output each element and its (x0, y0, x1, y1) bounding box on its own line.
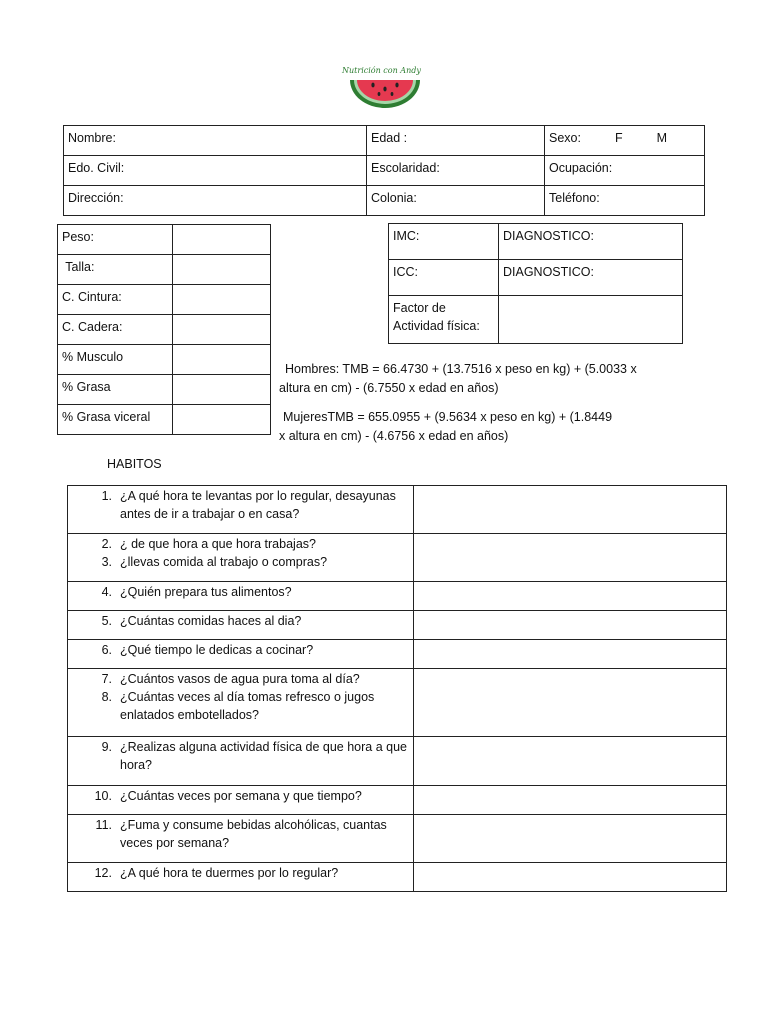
escolaridad-field[interactable]: Escolaridad: (367, 156, 545, 186)
question-cell: 6. ¿Qué tiempo le dedicas a cocinar? (68, 640, 414, 669)
answer-cell[interactable] (414, 582, 727, 611)
formula-hombres: Hombres: TMB = 66.4730 + (13.7516 x peso en kg) + (5.0033 x altura en cm) - (6.7550 x edad en años) (279, 362, 637, 395)
question-cell: 12. ¿A qué hora te duermes por lo regular? (68, 863, 414, 892)
edo-civil-field[interactable]: Edo. Civil: (64, 156, 367, 186)
medida-value-cell[interactable] (173, 375, 271, 405)
answer-cell[interactable] (414, 786, 727, 815)
question-cell: 7. ¿Cuántos vasos de agua pura toma al día? 8. ¿Cuántas veces al día tomas refresco o jugos enlatados embotellados? (68, 669, 414, 737)
habitos-title: HABITOS (107, 457, 162, 471)
factor-actividad-cell[interactable] (499, 296, 683, 344)
medida-value-cell[interactable] (173, 225, 271, 255)
medida-value-cell[interactable] (173, 255, 271, 285)
medida-value-cell[interactable] (173, 405, 271, 435)
answer-cell[interactable] (414, 486, 727, 534)
answer-cell[interactable] (414, 815, 727, 863)
medida-label: Talla: (58, 255, 173, 285)
medida-label: C. Cintura: (58, 285, 173, 315)
question-cell: 2. ¿ de que hora a que hora trabajas? 3. ¿llevas comida al trabajo o compras? (68, 534, 414, 582)
logo-text: Nutrición con Andy (342, 66, 421, 75)
answer-cell[interactable] (414, 640, 727, 669)
answer-cell[interactable] (414, 534, 727, 582)
answer-cell[interactable] (414, 737, 727, 786)
question-cell: 4. ¿Quién prepara tus alimentos? (68, 582, 414, 611)
answer-cell[interactable] (414, 669, 727, 737)
factor-actividad-label: Factor de Actividad física: (389, 296, 499, 344)
medida-label: C. Cadera: (58, 315, 173, 345)
imc-diagnostico-cell[interactable]: DIAGNOSTICO: (499, 224, 683, 260)
sexo-f-option[interactable]: F (614, 131, 623, 145)
sexo-m-option[interactable]: M (656, 131, 668, 145)
habitos-table (67, 485, 727, 892)
question-cell: 11. ¿Fuma y consume bebidas alcohólicas, cuantas veces por semana? (68, 815, 414, 863)
icc-label: ICC: (389, 260, 499, 296)
sexo-field[interactable]: Sexo: F M (545, 126, 705, 156)
telefono-field[interactable]: Teléfono: (545, 186, 705, 216)
medida-value-cell[interactable] (173, 345, 271, 375)
question-cell: 9. ¿Realizas alguna actividad física de que hora a que hora? (68, 737, 414, 786)
formula-mujeres: MujeresTMB = 655.0955 + (9.5634 x peso en kg) + (1.8449 x altura en cm) - (4.6756 x edad en años) (279, 410, 613, 443)
medida-label: % Grasa viceral (58, 405, 173, 435)
medida-label: % Musculo (58, 345, 173, 375)
edad-field[interactable]: Edad : (367, 126, 545, 156)
imc-label: IMC: (389, 224, 499, 260)
colonia-field[interactable]: Colonia: (367, 186, 545, 216)
medidas-table (57, 224, 271, 435)
medida-value-cell[interactable] (173, 285, 271, 315)
answer-cell[interactable] (414, 611, 727, 640)
medida-label: % Grasa (58, 375, 173, 405)
personal-info-table (63, 125, 705, 216)
answer-cell[interactable] (414, 863, 727, 892)
medida-label: Peso: (58, 225, 173, 255)
question-cell: 1. ¿A qué hora te levantas por lo regular, desayunas antes de ir a trabajar o en casa? (68, 486, 414, 534)
direccion-field[interactable]: Dirección: (64, 186, 367, 216)
question-cell: 10. ¿Cuántas veces por semana y que tiempo? (68, 786, 414, 815)
indices-table (388, 223, 683, 344)
question-cell: 5. ¿Cuántas comidas haces al dia? (68, 611, 414, 640)
icc-diagnostico-cell[interactable]: DIAGNOSTICO: (499, 260, 683, 296)
ocupacion-field[interactable]: Ocupación: (545, 156, 705, 186)
medida-value-cell[interactable] (173, 315, 271, 345)
nombre-field[interactable]: Nombre: (64, 126, 367, 156)
